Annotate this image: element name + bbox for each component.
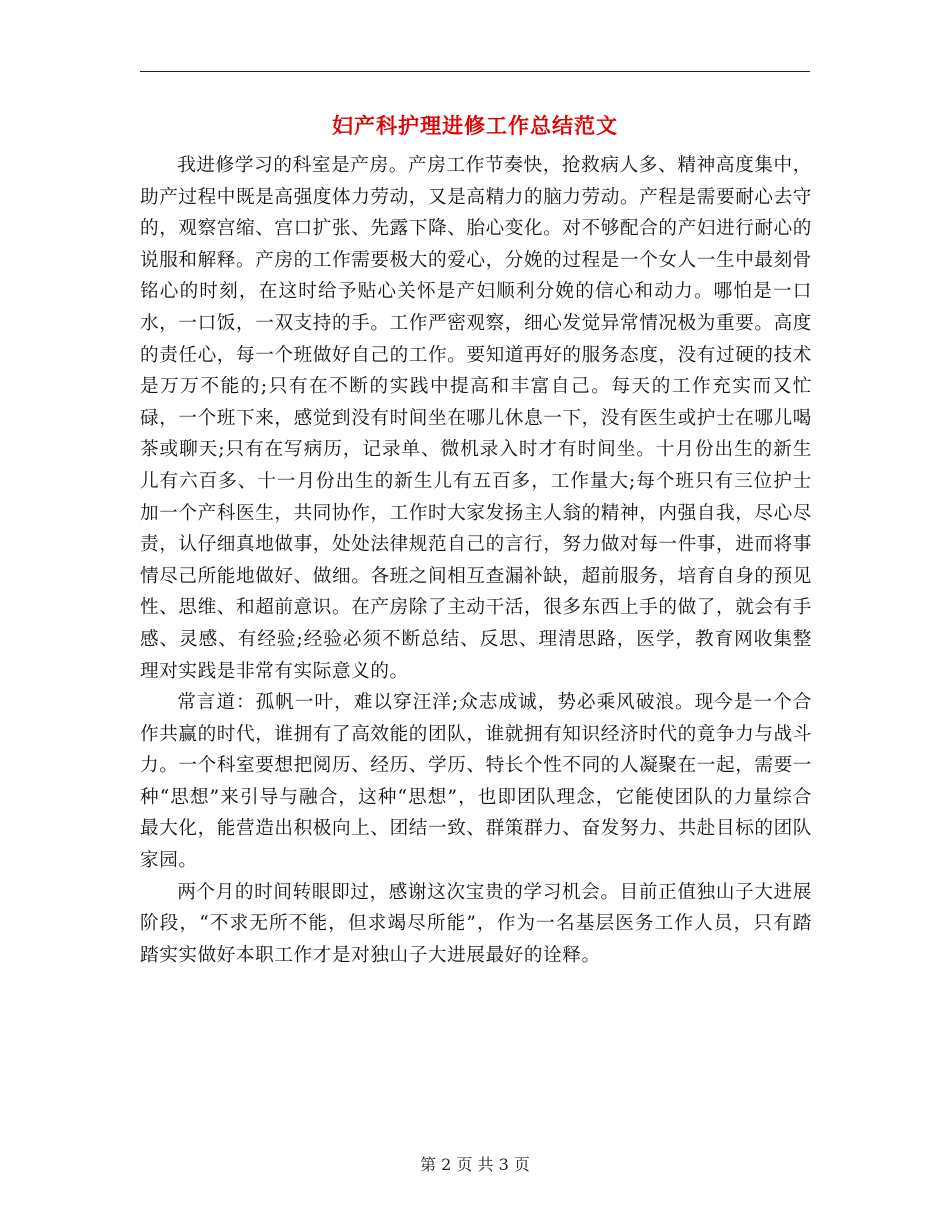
- paragraph-2: 常言道：孤帆一叶，难以穿汪洋;众志成诚，势必乘风破浪。现今是一个合作共赢的时代，谁拥有了高效能的团队，谁就拥有知识经济时代的竟争力与战斗力。一个科室要想把阅历、经历、学历、特长个性不同的人凝聚在一起，需要一种“思想”来引导与融合，这种“思想”，也即团队理念，它能使团队的力量综合最大化，能营造出积极向上、团结一致、群策群力、奋发努力、共赴目标的团队家园。: [140, 692, 812, 872]
- paragraph-3: 两个月的时间转眼即过，感谢这次宝贵的学习机会。目前正值独山子大进展阶段，“不求无所不能，但求竭尽所能”，作为一名基层医务工作人员，只有踏踏实实做好本职工作才是对独山子大进展最好的诠释。: [140, 881, 812, 966]
- paragraph-1: 我进修学习的科室是产房。产房工作节奏快，抢救病人多、精神高度集中，助产过程中既是高强度体力劳动，又是高精力的脑力劳动。产程是需要耐心去守的，观察宫缩、宫口扩张、先露下降、胎心变化。对不够配合的产妇进行耐心的说服和解释。产房的工作需要极大的爱心，分娩的过程是一个女人一生中最刻骨铭心的时刻，在这时给予贴心关怀是产妇顺利分娩的信心和动力。哪怕是一口水，一口饭，一双支持的手。工作严密观察，细心发觉异常情况极为重要。高度的责任心，每一个班做好自己的工作。要知道再好的服务态度，没有过硬的技术是万万不能的;只有在不断的实践中提高和丰富自己。每天的工作充实而又忙碌，一个班下来，感觉到没有时间坐在哪儿休息一下，没有医生或护士在哪儿喝茶或聊天;只有在写病历，记录单、微机录入时才有时间坐。十月份出生的新生儿有六百多、十一月份出生的新生儿有五百多，工作量大;每个班只有三位护士加一个产科医生，共同协作，工作时大家发扬主人翁的精神，内强自我，尽心尽责，认仔细真地做事，处处法律规范自己的言行，努力做对每一件事，进而将事情尽己所能地做好、做细。各班之间相互查漏补缺，超前服务，培育自身的预见性、思维、和超前意识。在产房除了主动干活，很多东西上手的做了，就会有手感、灵感、有经验;经验必须不断总结、反思、理清思路，医学，教育网收集整理对实践是非常有实际意义的。: [140, 155, 812, 682]
- document-title: 妇产科护理进修工作总结范文: [332, 113, 618, 138]
- page-footer: 第 2 页 共 3 页: [420, 1155, 530, 1174]
- header-rule: [140, 71, 810, 72]
- document-body: [140, 150, 812, 971]
